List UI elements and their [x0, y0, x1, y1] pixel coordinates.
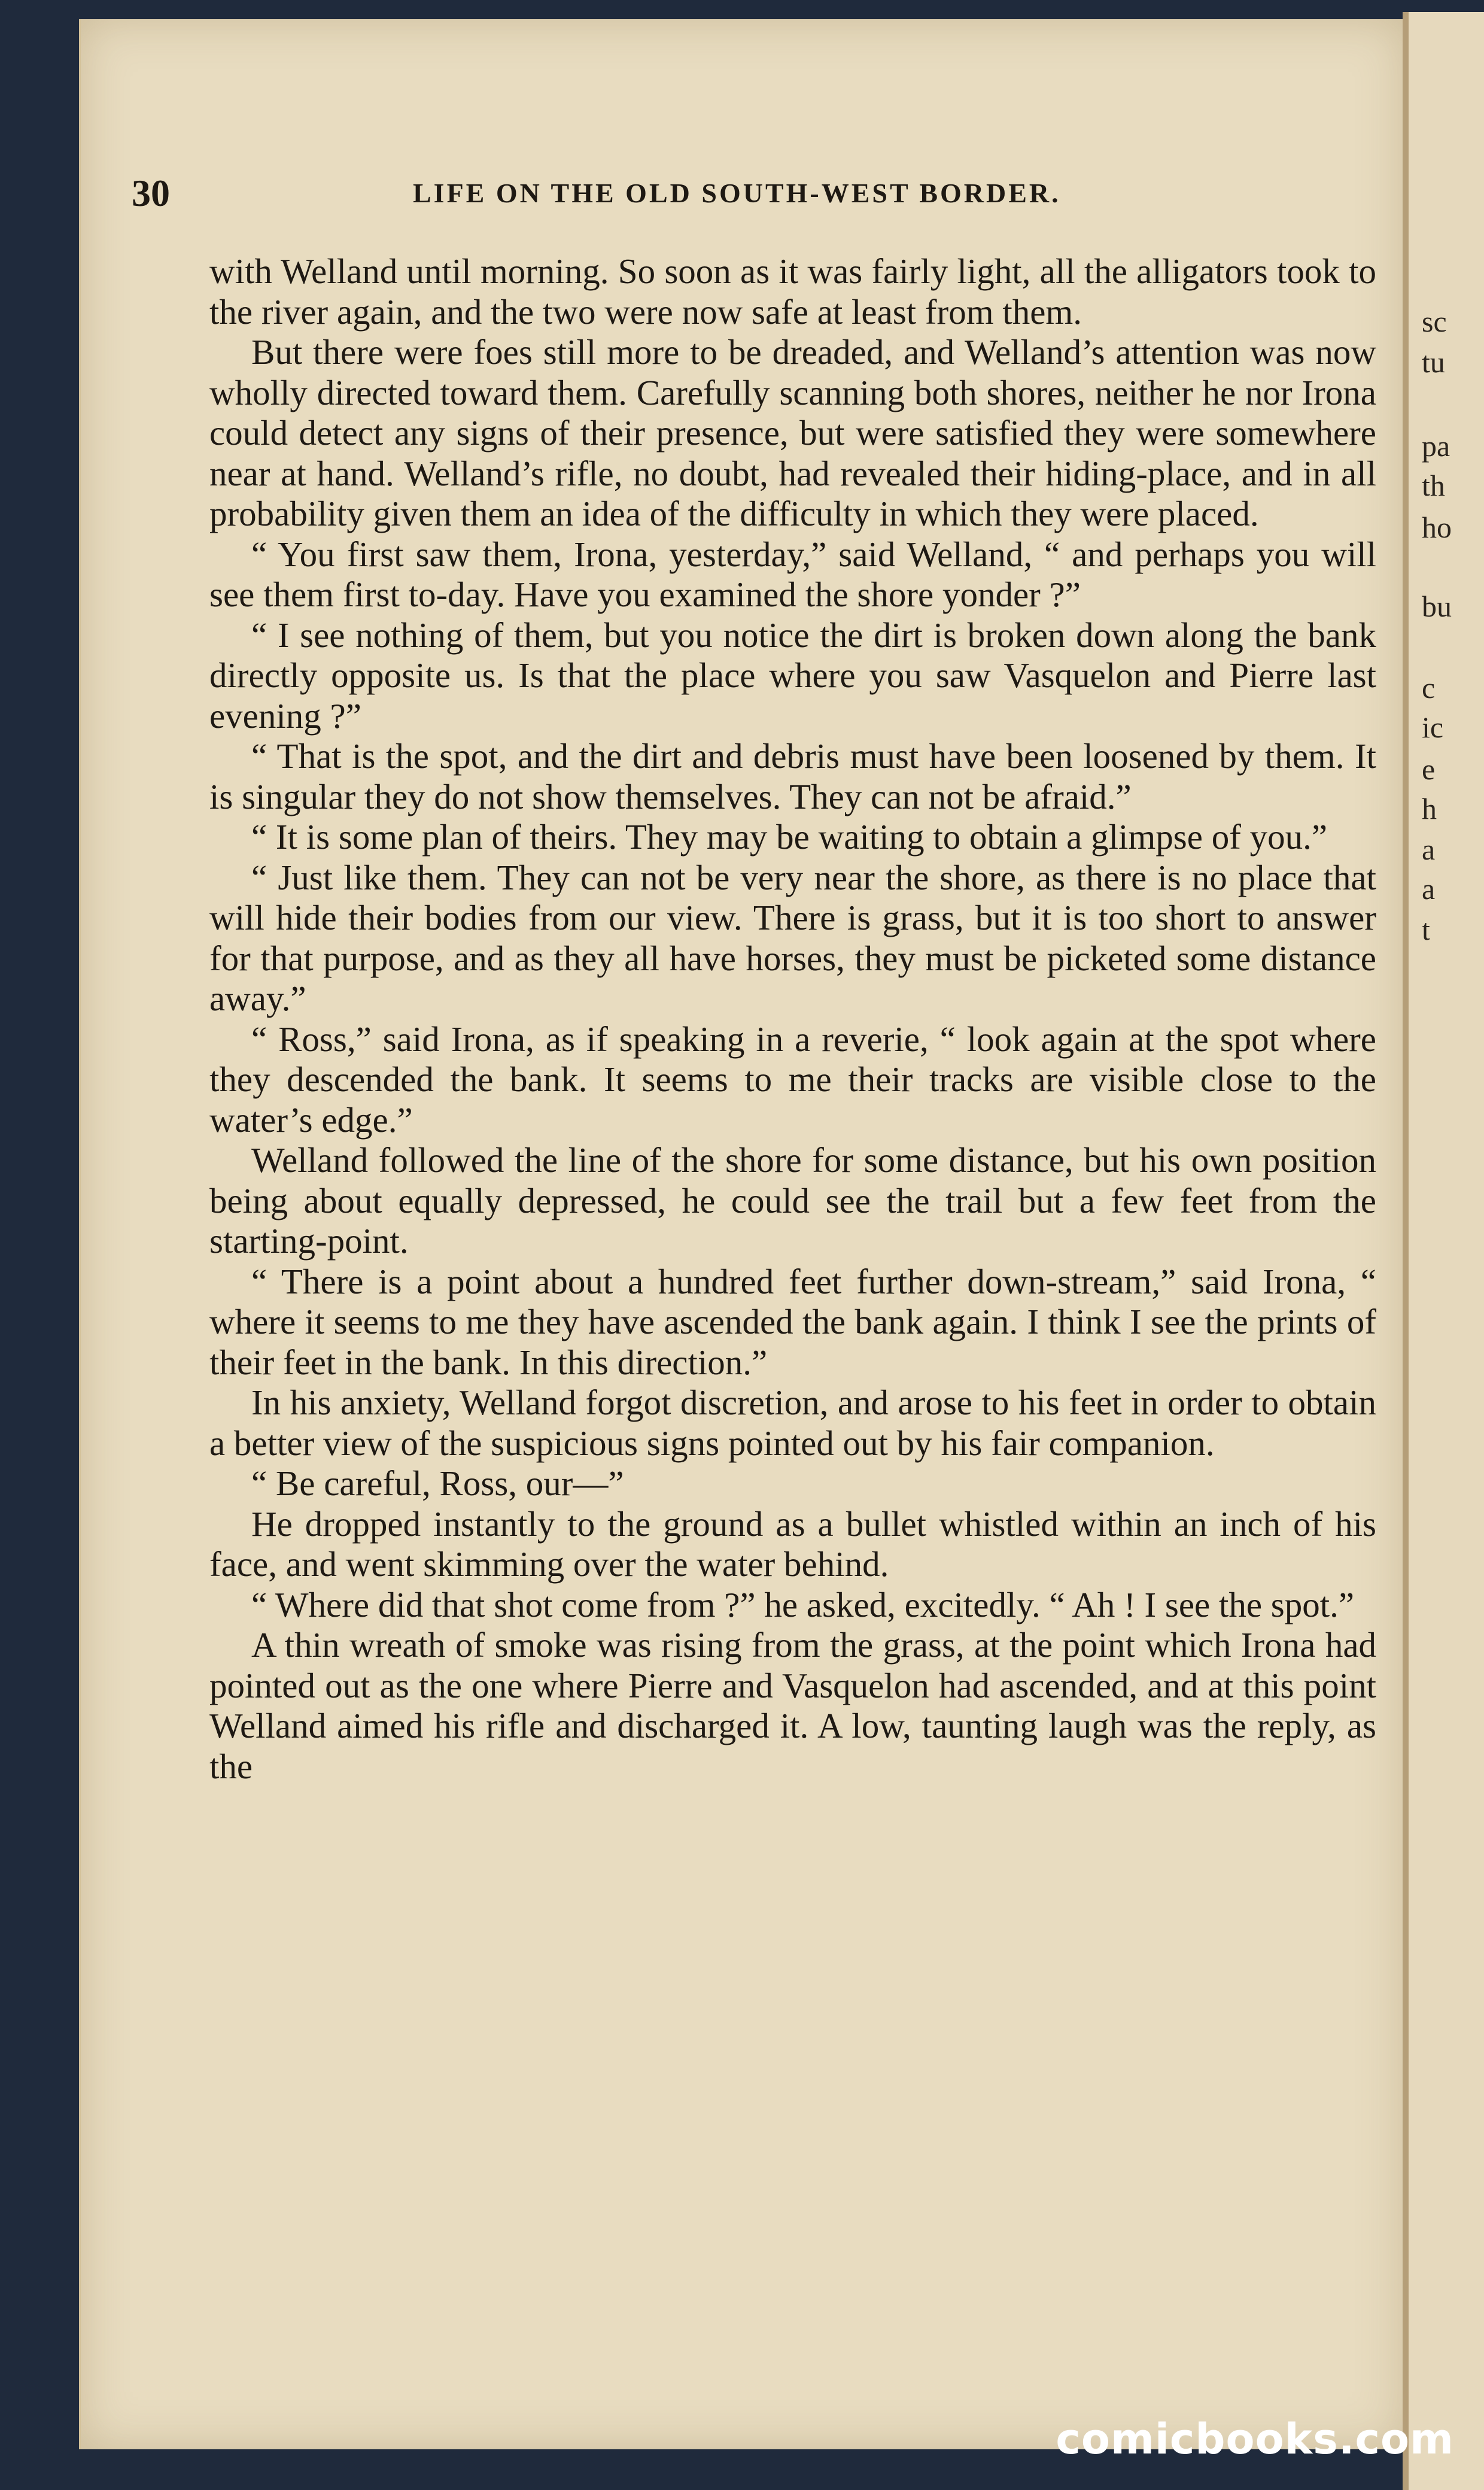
paragraph: “ It is some plan of theirs. They may be waiting to obtain a glimpse of you.” [251, 817, 1328, 857]
facing-fragment: a [1422, 872, 1436, 906]
paragraph: “ Ross,” said Irona, as if speaking in a reverie, “ look again at the spot where they descended the bank. It seems to me their tracks are visible close to the water’s edge.” [209, 1019, 1376, 1140]
paragraph: with Welland until morning. So soon as it was fairly light, all the alligators took to the river again, and the two were now safe at least from them. [209, 251, 1376, 332]
facing-fragment: pa [1422, 429, 1450, 463]
page-number: 30 [132, 172, 170, 214]
paragraph: “ There is a point about a hundred feet further down-stream,” said Irona, “ where it seems to me they have ascended the bank again. I think I see the prints of their feet in the bank. In this direction.” [209, 1261, 1376, 1382]
facing-fragment: h [1422, 792, 1437, 825]
paragraph: “ That is the spot, and the dirt and debris must have been loosened by them. It is singular they do not show themselves. They can not be afraid.” [209, 736, 1376, 816]
facing-fragment: a [1422, 833, 1436, 866]
facing-fragment: sc [1422, 305, 1447, 338]
paragraph: A thin wreath of smoke was rising from the grass, at the point which Irona had pointed out as the one where Pierre and Vasquelon had ascended, and at this point Welland aimed his rifle and discharged it. A low, taunting laugh was the reply, as the [209, 1625, 1376, 1786]
paragraph: Welland followed the line of the shore for some distance, but his own position being about equally depressed, he could see the trail but a few feet from the starting-point. [209, 1140, 1376, 1261]
paragraph: “ Be careful, Ross, our—” [251, 1463, 624, 1503]
facing-fragment: c [1422, 671, 1436, 705]
facing-fragment: ho [1422, 511, 1452, 544]
paragraph: “ Just like them. They can not be very near the shore, as there is no place that will hide their bodies from our view. There is grass, but it is too short to answer for that purpose, and as they all have horses, they must be picketed some distance away.” [209, 857, 1376, 1018]
watermark: comicbooks.com [1056, 2415, 1454, 2464]
paragraph: But there were foes still more to be dreaded, and Welland’s attention was now wholly directed toward them. Carefully scanning both shores, neither he nor Irona could detect any signs of their presence, but were satisfied they were somewhere near at hand. Welland’s rifle, no doubt, had revealed their hiding-place, and in all probability given them an idea of the difficulty in which they were placed. [209, 332, 1376, 533]
paragraph: “ I see nothing of them, but you notice the dirt is broken down along the bank directly opposite us. Is that the place where you saw Vasquelon and Pierre last evening ?” [209, 615, 1376, 736]
facing-fragment: bu [1422, 590, 1452, 623]
facing-fragment: th [1422, 469, 1445, 502]
paragraph: “ Where did that shot come from ?” he asked, excitedly. “ Ah ! I see the spot.” [251, 1584, 1355, 1624]
facing-fragment: t [1422, 913, 1430, 946]
running-head: LIFE ON THE OLD SOUTH-WEST BORDER. [413, 178, 1061, 208]
facing-fragment: tu [1422, 345, 1445, 379]
facing-fragment: e [1422, 752, 1436, 786]
facing-fragment: ic [1422, 710, 1444, 744]
paragraph: “ You first saw them, Irona, yesterday,” said Welland, “ and perhaps you will see them first to-day. Have you examined the shore yonder ?” [209, 534, 1376, 614]
facing-page-edge [1403, 12, 1484, 2490]
body-text [209, 251, 1376, 1787]
paragraph: In his anxiety, Welland forgot discretion, and arose to his feet in order to obtain a better view of the suspicious signs pointed out by his fair companion. [209, 1383, 1376, 1463]
paragraph: He dropped instantly to the ground as a bullet whistled within an inch of his face, and went skimming over the water behind. [209, 1504, 1376, 1584]
